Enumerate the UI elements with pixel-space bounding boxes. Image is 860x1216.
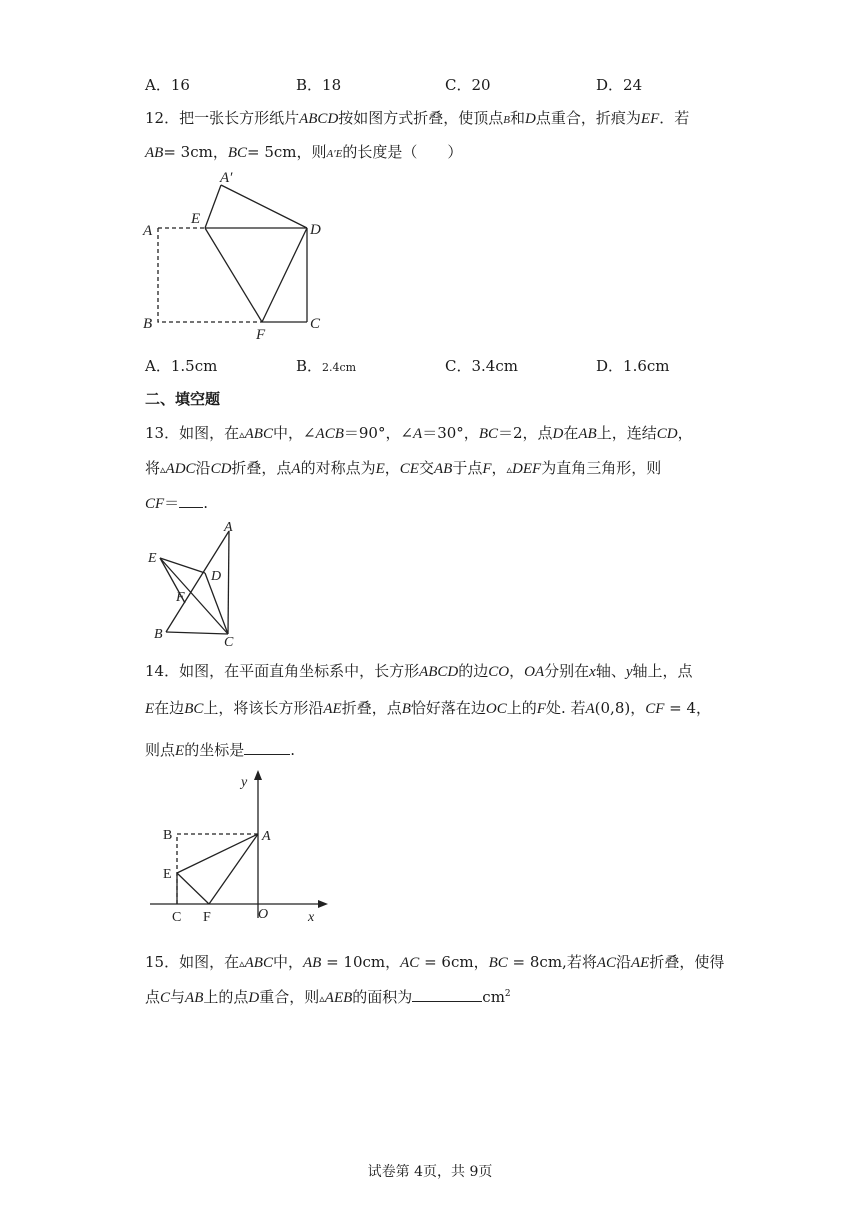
text-fragment: = 10cm， (321, 953, 401, 971)
q14-line1 (145, 660, 693, 681)
text-fragment: 处. 若 (545, 699, 586, 717)
answer-blank[interactable] (244, 740, 290, 755)
label-d: D (310, 222, 321, 238)
q12-option-b (296, 355, 356, 376)
text-fragment: ＝ (164, 494, 180, 512)
text-fragment: 中，∠ (272, 424, 316, 442)
math-var: AEB (324, 990, 353, 1006)
text-fragment: 点重合，折痕为 (535, 109, 641, 127)
q11-option-c: C．20 (445, 76, 491, 94)
q14-figure (140, 768, 330, 928)
q12-line2 (145, 141, 462, 162)
text-fragment: 若将 (566, 953, 597, 971)
q13-figure (140, 518, 250, 650)
math-var: ADC (165, 461, 196, 477)
math-var: D (248, 990, 260, 1006)
label-b: B (154, 627, 163, 642)
text-fragment: 的长度是（ ） (342, 143, 463, 161)
text-fragment: 和 (510, 109, 526, 127)
math-var: BC (227, 145, 248, 161)
math-var: ACB (315, 426, 344, 442)
label-f: F (256, 327, 266, 343)
text-fragment: = 4， (664, 699, 712, 717)
text-fragment: 重合，则 (259, 988, 320, 1006)
answer-blank[interactable] (179, 493, 203, 508)
math-var: ABC (244, 955, 273, 971)
text-fragment: 轴上，点 (632, 662, 693, 680)
q12-line1 (145, 107, 689, 128)
text-fragment: . (290, 741, 295, 759)
text-fragment: 上的 (506, 699, 537, 717)
label-b: B (163, 828, 173, 843)
text-fragment: 于点 (452, 459, 483, 477)
math-var: B (503, 114, 511, 126)
text-fragment: 的对称点为 (300, 459, 376, 477)
text-fragment: = 6cm， (419, 953, 489, 971)
math-var: E (145, 701, 155, 717)
text-fragment: ， (677, 424, 693, 442)
text-fragment: 沿 (616, 953, 632, 971)
math-var: C (160, 990, 171, 1006)
text-fragment: 点 (145, 988, 161, 1006)
text-fragment: 则点 (145, 741, 176, 759)
text-fragment: cm (482, 988, 505, 1006)
math-var: AB (578, 426, 597, 442)
math-var: D (525, 111, 536, 127)
q11-option-a: A．16 (145, 76, 190, 94)
text-fragment: 的坐标是 (184, 741, 245, 759)
math-var: x (589, 664, 596, 680)
label-a: A (262, 829, 271, 844)
answer-blank[interactable] (412, 987, 482, 1002)
text-fragment: 沿 (195, 459, 211, 477)
q13-line3 (145, 492, 208, 513)
text-fragment: 与 (170, 988, 186, 1006)
label-f: F (176, 590, 185, 605)
math-var: A (585, 701, 595, 717)
math-var: OC (485, 701, 507, 717)
label-a: A (143, 223, 153, 239)
math-var: F (536, 701, 546, 717)
text-fragment: 折叠，使得 (649, 953, 725, 971)
math-var: CF (145, 496, 165, 512)
text-fragment: ， (630, 699, 646, 717)
math-var: B (401, 701, 411, 717)
math-var: A′E (326, 148, 343, 160)
label-a: A (224, 520, 233, 535)
label-e: E (148, 551, 157, 566)
math-var: BC (478, 426, 498, 442)
math-var: E (375, 461, 385, 477)
label-y: y (241, 775, 248, 790)
text-fragment: 轴、 (595, 662, 626, 680)
q12-option-c: C．3.4cm (445, 357, 518, 375)
label-x: x (308, 910, 315, 925)
math-var: AB (433, 461, 453, 477)
x-arrow (318, 900, 328, 908)
text-fragment: ＝30°， (422, 424, 479, 442)
text-fragment: = 5cm，则 (247, 143, 327, 161)
math-var: AB (302, 955, 322, 971)
q13-line1: 13．如图，在▵ABC中，∠ACB＝90°，∠A＝30°，BC＝2，点D在AB上，连结CD， (145, 424, 693, 442)
text-fragment: 上，将该长方形沿 (203, 699, 324, 717)
math-var: CD (210, 461, 232, 477)
option-value: 2.4cm (322, 361, 357, 374)
section-title: 二、填空题 (145, 390, 221, 408)
edge-ef (205, 228, 262, 322)
math-var: CD (656, 426, 678, 442)
text-fragment: ， (509, 662, 525, 680)
text-fragment: 恰好落在边 (410, 699, 486, 717)
text-fragment: 把一张长方形纸片 (179, 109, 300, 127)
q12-figure (135, 165, 335, 345)
text-fragment: ＝90°，∠ (343, 424, 414, 442)
text-fragment: 13．如图，在 (145, 424, 240, 442)
text-fragment: 分别在 (544, 662, 590, 680)
label-c: C (310, 316, 321, 332)
math-var: CE (399, 461, 419, 477)
math-var: BC (488, 955, 508, 971)
text-fragment: . (203, 494, 208, 512)
label-c: C (172, 910, 182, 925)
edge-bc (166, 632, 228, 634)
text-fragment: 交 (418, 459, 434, 477)
text-fragment: 在 (563, 424, 579, 442)
math-var: CF (645, 701, 665, 717)
text-fragment: ， (384, 459, 400, 477)
q12-option-d: D．1.6cm (596, 357, 670, 375)
edge-fa (209, 834, 258, 904)
label-o: O (258, 907, 269, 922)
dashed-edge (177, 834, 258, 904)
edge-ea (205, 185, 221, 228)
text-fragment: 中， (272, 953, 303, 971)
q15-line2: 点C与AB上的点D重合，则▵AEB的面积为 $cm^2$ (145, 988, 511, 1006)
text-fragment: 按如图方式折叠，使顶点 (338, 109, 504, 127)
math-var: E (175, 743, 185, 759)
math-var: y (625, 664, 633, 680)
text-fragment: 的边 (458, 662, 489, 680)
label-e: E (191, 211, 201, 227)
text-fragment: 将 (145, 459, 161, 477)
math-var: BC (184, 701, 204, 717)
y-arrow (254, 770, 262, 780)
text-fragment: 折叠，点 (231, 459, 292, 477)
q14-line2 (145, 697, 711, 718)
text-fragment: 的面积为 (352, 988, 413, 1006)
text-fragment: 为直角三角形，则 (541, 459, 662, 477)
q12-number: 12． (145, 109, 180, 127)
math-var: CO (488, 664, 510, 680)
math-var: AB (145, 145, 164, 161)
math-var: AB (185, 990, 204, 1006)
math-var: AC (400, 955, 420, 971)
text-fragment: ．若 (659, 109, 690, 127)
math-var: AE (631, 955, 650, 971)
label-d: D (211, 569, 222, 584)
edge-ef (177, 873, 209, 904)
text-fragment: 15．如图，在 (145, 953, 240, 971)
math-var: A (291, 461, 301, 477)
text-fragment: ＝2，点 (497, 424, 553, 442)
text-fragment: = 3cm， (163, 143, 228, 161)
math-var: ABCD (419, 664, 459, 680)
label-a-prime: A′ (220, 170, 233, 186)
superscript: 2 (504, 989, 511, 999)
label-e: E (163, 867, 172, 882)
edge-ac (228, 531, 229, 634)
q11-option-b: B．18 (296, 76, 342, 94)
label-b: B (143, 316, 153, 332)
q12-option-a: A．1.5cm (145, 357, 218, 375)
math-var: AC (596, 955, 616, 971)
page-footer: 试卷第 4页，共 9页 (367, 1164, 493, 1180)
text-fragment: (0,8) (594, 699, 631, 717)
text-fragment: 在边 (154, 699, 185, 717)
q11-option-d: D．24 (596, 76, 643, 94)
edge-df (262, 228, 307, 322)
math-var: A (413, 426, 423, 442)
dashed-edge (158, 228, 262, 322)
label-f: F (203, 910, 211, 925)
math-var: AE (323, 701, 342, 717)
option-prefix: B． (296, 357, 323, 375)
text-fragment: 上，连结 (596, 424, 657, 442)
math-var: OA (524, 664, 545, 680)
math-var: D (552, 426, 564, 442)
text-fragment: 14．如图，在平面直角坐标系中，长方形 (145, 662, 420, 680)
text-fragment: 上的点 (203, 988, 249, 1006)
label-c: C (224, 635, 234, 650)
math-var: ABC (244, 426, 273, 442)
math-var: DEF (512, 461, 542, 477)
q13-line2: 将▵ADC沿CD折叠，点A的对称点为E，CE交AB于点F，▵DEF为直角三角形，则 (145, 459, 662, 477)
text-fragment: ， (491, 459, 507, 477)
math-var: EF (640, 111, 660, 127)
math-var: ABCD (299, 111, 339, 127)
q14-line3 (145, 739, 295, 760)
math-var: F (482, 461, 492, 477)
edge-ea (177, 834, 258, 873)
text-fragment: = 8cm, (507, 953, 567, 971)
q15-line1: 15．如图，在▵ABC中，AB = 10cm，AC = 6cm，BC = 8cm,若将AC沿AE折叠，使得 (145, 953, 725, 971)
edge-ad (221, 185, 307, 228)
text-fragment: 折叠，点 (341, 699, 402, 717)
